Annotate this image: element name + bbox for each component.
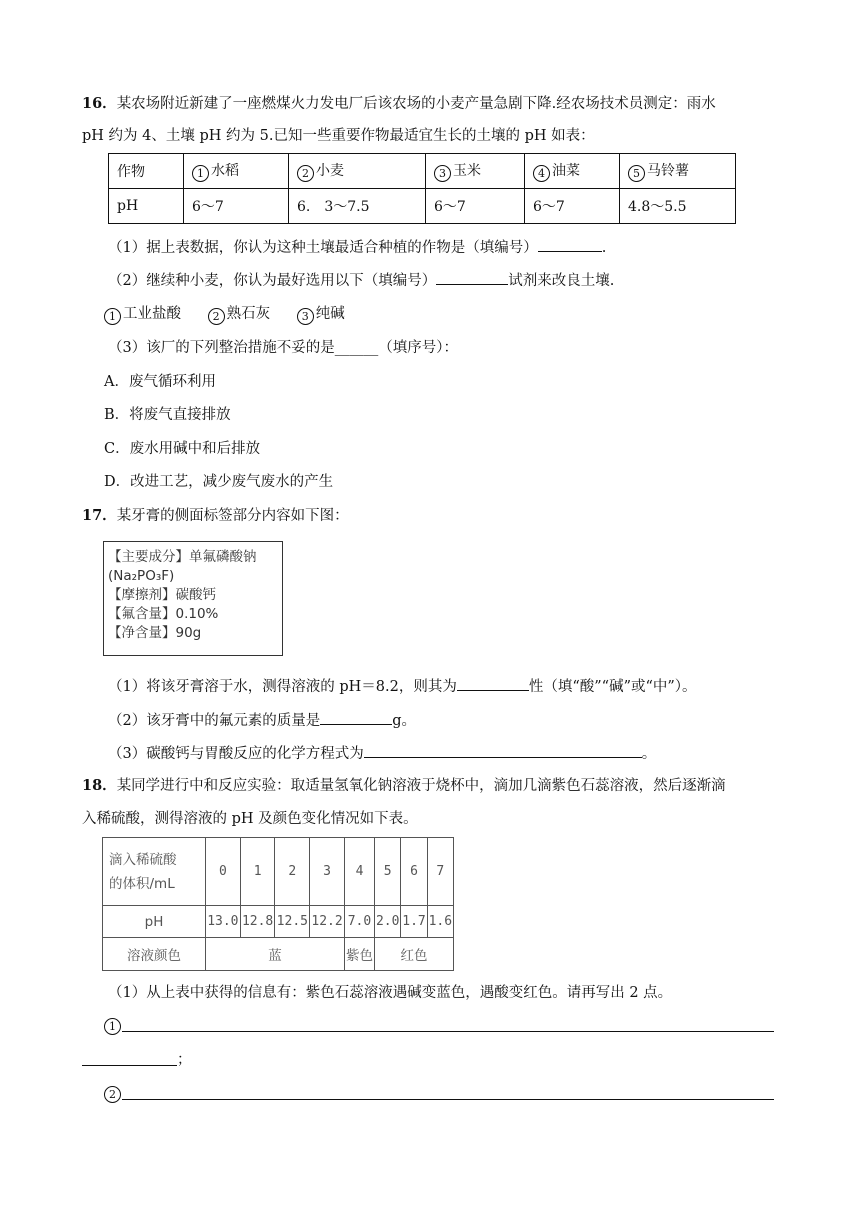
question-text: （3）碳酸钙与胃酸反应的化学方程式为 (108, 746, 364, 762)
table-cell: 紫色 (344, 938, 374, 971)
table-cell: pH (109, 189, 184, 224)
table-cell: 5 (375, 838, 401, 906)
table-row (109, 154, 736, 189)
label-line: 【净含量】90g (108, 625, 202, 641)
table-cell: 12.2 (310, 906, 345, 938)
question-text: （2）该牙膏中的氟元素的质量是 (108, 713, 321, 729)
reagent-option (104, 306, 181, 322)
table-cell: pH (103, 906, 206, 938)
q18-ph-color-table (102, 837, 454, 971)
question-text: （2）继续种小麦，你认为最好选用以下（填编号） (108, 273, 437, 289)
crop-name: 小麦 (316, 163, 344, 179)
table-cell: 0 (206, 838, 241, 906)
circled-number: 1 (104, 308, 121, 325)
q16-part2 (108, 270, 614, 291)
q16-number: 16． (82, 95, 117, 112)
table-cell: 6～7 (525, 189, 620, 224)
q16-line1 (82, 94, 716, 114)
crop-name: 玉米 (453, 163, 481, 179)
table-cell: 7.0 (344, 906, 374, 938)
table-cell: 12.5 (275, 906, 310, 938)
table-cell: 6～7 (426, 189, 525, 224)
q16-option-d: D．改进工艺，减少废气废水的产生 (104, 474, 334, 490)
table-cell: 6～7 (184, 189, 289, 224)
q18-line2: 入稀硫酸，测得溶液的 pH 及颜色变化情况如下表。 (82, 811, 418, 827)
q16-stem: 某农场附近新建了一座燃煤火力发电厂后该农场的小麦产量急剧下降.经农场技术员测定：雨水 (116, 96, 716, 112)
table-cell (620, 154, 736, 189)
answer-blank[interactable] (320, 710, 392, 725)
table-row (109, 189, 736, 224)
answer-blank[interactable] (364, 743, 642, 758)
question-text: 试剂来改良土壤. (508, 273, 615, 289)
q16-part3: （3）该厂的下列整治措施不妥的是______（填序号）： (108, 340, 458, 356)
q18-number: 18． (82, 777, 117, 794)
circled-number: 2 (104, 1086, 121, 1103)
q18-answer1-marker (104, 1014, 123, 1035)
table-cell (289, 154, 426, 189)
q18-line1 (82, 776, 726, 796)
answer-line[interactable] (82, 1065, 177, 1066)
table-cell (426, 154, 525, 189)
answer-blank[interactable] (538, 237, 602, 252)
circled-number: 2 (208, 308, 225, 325)
table-cell: 红色 (375, 938, 454, 971)
table-cell: 13.0 (206, 906, 241, 938)
circled-number: 3 (297, 308, 314, 325)
reagent-text: 工业盐酸 (123, 306, 181, 322)
q18-answer2-marker (104, 1082, 123, 1103)
table-cell: 4.8～5.5 (620, 189, 736, 224)
table-cell: 蓝 (206, 938, 345, 971)
answer-blank[interactable] (457, 676, 529, 691)
table-cell: 7 (427, 838, 453, 906)
question-text: （1）将该牙膏溶于水，测得溶液的 pH＝8.2，则其为 (108, 679, 457, 695)
table-cell (525, 154, 620, 189)
toothpaste-label-image (103, 541, 283, 656)
crop-name: 油菜 (552, 163, 580, 179)
table-cell: 2.0 (375, 906, 401, 938)
table-cell: 溶液颜色 (103, 938, 206, 971)
q16-option-b: B．将废气直接排放 (104, 407, 231, 423)
table-cell: 3 (310, 838, 345, 906)
reagent-text: 纯碱 (315, 306, 345, 322)
q17-number: 17． (82, 507, 117, 524)
q16-option-c: C．废水用碱中和后排放 (104, 441, 261, 457)
q18-part1: （1）从上表中获得的信息有：紫色石蕊溶液遇碱变蓝色，遇酸变红色。请再写出 2 点。 (108, 985, 673, 1001)
table-header-cell (103, 838, 206, 906)
table-cell: 2 (275, 838, 310, 906)
circled-number: 4 (533, 165, 550, 182)
label-line: 【主要成分】单氟磷酸钠 (108, 549, 257, 565)
label-line: 【氟含量】0.10% (108, 606, 219, 622)
answer-blank[interactable] (436, 270, 508, 285)
answer-line[interactable] (122, 1099, 774, 1100)
table-cell (184, 154, 289, 189)
table-row (103, 838, 454, 906)
table-cell: 1.7 (401, 906, 427, 938)
q16-crop-ph-table (108, 153, 736, 224)
circled-number: 1 (192, 165, 209, 182)
q16-option-a: A．废气循环利用 (104, 374, 216, 390)
q18-stem: 某同学进行中和反应实验：取适量氢氧化钠溶液于烧杯中，滴加几滴紫色石蕊溶液，然后逐渐滴 (116, 778, 726, 794)
header-line: 的体积/mL (109, 875, 175, 892)
answer-semicolon: ； (177, 1052, 192, 1068)
q17-part3 (108, 743, 656, 764)
q17-intro (82, 506, 349, 526)
reagent-option (208, 306, 271, 322)
q16-part1 (108, 237, 606, 258)
reagent-text: 熟石灰 (226, 306, 271, 322)
question-text: 性（填“酸”“碱”或“中”）。 (528, 679, 697, 695)
table-cell: 作物 (109, 154, 184, 189)
crop-name: 水稻 (211, 163, 239, 179)
crop-name: 马铃薯 (647, 163, 689, 179)
q17-part2 (108, 710, 416, 731)
reagent-option (297, 306, 345, 322)
circled-number: 1 (104, 1018, 121, 1035)
table-cell: 1.6 (427, 906, 453, 938)
circled-number: 3 (434, 165, 451, 182)
header-line: 滴入稀硫酸 (109, 851, 177, 868)
question-text: g。 (392, 713, 417, 729)
question-text: . (601, 240, 607, 256)
q16-line2: pH 约为 4、土壤 pH 约为 5.已知一些重要作物最适宜生长的土壤的 pH 如表： (82, 128, 595, 144)
label-line: (Na₂PO₃F) (108, 568, 175, 584)
table-cell: 4 (344, 838, 374, 906)
table-cell: 1 (240, 838, 275, 906)
table-row (103, 938, 454, 971)
q16-reagent-list (104, 304, 345, 325)
circled-number: 5 (628, 165, 645, 182)
table-cell: 6 (401, 838, 427, 906)
q17-part1 (108, 676, 697, 697)
table-cell: 6. 3～7.5 (289, 189, 426, 224)
circled-number: 2 (297, 165, 314, 182)
q17-stem: 某牙膏的侧面标签部分内容如下图： (116, 508, 349, 524)
label-line: 【摩擦剂】碳酸钙 (108, 587, 216, 603)
question-text: （1）据上表数据，你认为这种土壤最适合种植的作物是（填编号） (108, 240, 538, 256)
question-text: 。 (641, 746, 657, 762)
table-cell: 12.8 (240, 906, 275, 938)
table-row (103, 906, 454, 938)
answer-line[interactable] (122, 1031, 774, 1032)
